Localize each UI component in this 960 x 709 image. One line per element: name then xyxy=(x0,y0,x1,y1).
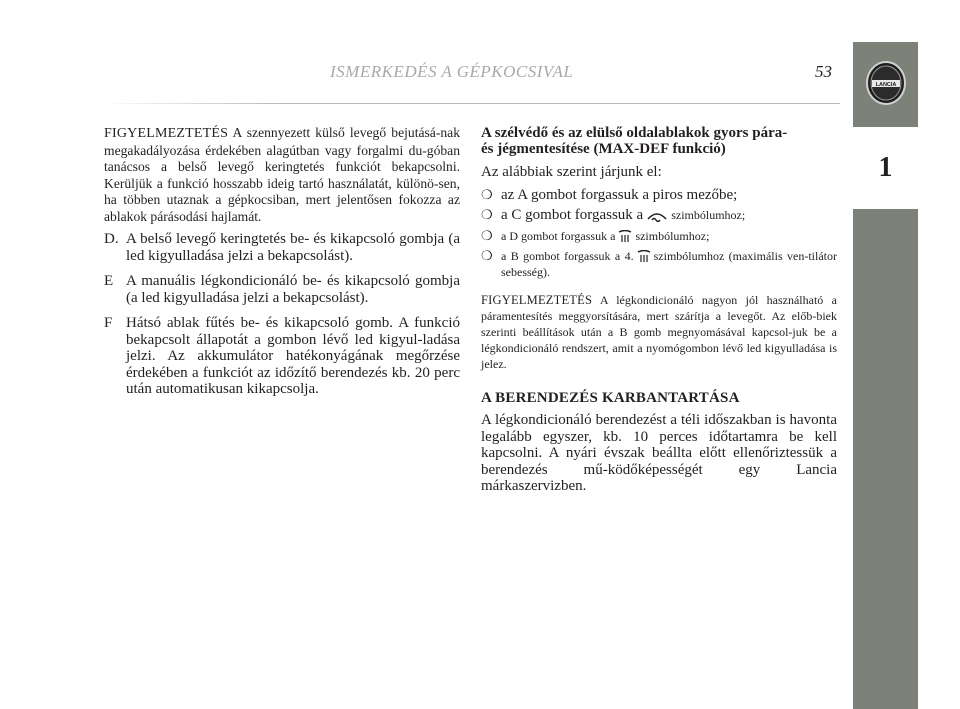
bullet-suffix: szimbólumhoz (maximális ven-tilátor sebesség). xyxy=(501,248,837,279)
bullet-item xyxy=(481,207,837,224)
warning-label: FIGYELMEZTETÉS xyxy=(481,292,593,307)
logo-text: LANCIA xyxy=(875,82,897,88)
item-key: D. xyxy=(104,231,119,247)
bullet-marker: ❍ xyxy=(481,227,493,243)
bullet-text: az A gombot forgassuk a piros mezőbe; xyxy=(501,186,738,203)
item-key: E xyxy=(104,273,114,289)
windshield-airflow-icon xyxy=(646,210,668,222)
chapter-number: 1 xyxy=(878,152,893,183)
left-column xyxy=(104,125,460,407)
section-title: A BERENDEZÉS KARBANTARTÁSA xyxy=(481,389,740,406)
list-item xyxy=(104,315,460,398)
right-column xyxy=(481,125,837,501)
bullet-text: a D gombot forgassuk a xyxy=(501,228,616,243)
bullet-suffix: szimbólumhoz; xyxy=(671,208,746,222)
heading-line-2: és jégmentesítése (MAX-DEF funkció) xyxy=(481,141,726,157)
defrost-icon xyxy=(637,250,651,263)
lancia-shield-logo xyxy=(865,60,907,106)
chapter-tab[interactable] xyxy=(853,127,918,209)
chapter-sidebar xyxy=(853,42,918,709)
defrost-icon xyxy=(618,230,632,243)
warning-label: FIGYELMEZTETÉS xyxy=(104,126,229,141)
subsection-heading xyxy=(481,125,837,157)
item-text: Hátsó ablak fűtés be- és kikapcsoló gomb. A funkció bekapcsolt állapotát a gombon lévő led kigyul-ladása jelzi. Az akkumulátor hatékonyágának megőrzése érdekében a funkciót az időzítő berendezés kb. 20 perc után automatikusan kikapcsolja. xyxy=(126,315,460,397)
intro-text: Az alábbiak szerint járjunk el: xyxy=(481,164,662,180)
page-number: 53 xyxy=(815,62,832,81)
logo-box xyxy=(853,42,918,124)
list-item xyxy=(104,231,460,264)
warning-paragraph xyxy=(104,125,460,225)
warning-text: A légkondicionáló nagyon jól használható a páramentesítés meggyorsítására, mert szárítja a levegőt. Az előb-biek szerinti beállítások után a B gomb megnyomásával kapcsol-juk be a légkondicionáló rendszert, amit a nyomógombon lévő led kigyulladása is jelez. xyxy=(481,292,837,371)
bullet-text: a B gombot forgassuk a 4. xyxy=(501,248,634,263)
bullet-suffix: szimbólumhoz; xyxy=(635,228,710,243)
header-divider xyxy=(100,103,840,104)
bullet-marker: ❍ xyxy=(481,247,493,263)
list-item xyxy=(104,273,460,306)
bullet-text: a C gombot forgassuk a xyxy=(501,207,644,223)
heading-line-1: A szélvédő és az elülső oldalablakok gyors pára- xyxy=(481,125,788,141)
header-title: ISMERKEDÉS A GÉPKOCSIVAL xyxy=(330,62,574,81)
bullet-item xyxy=(481,248,837,280)
item-text: A manuális légkondicionáló be- és kikapcsoló gombja (a led kigyulladása jelzi a bekapcsolást). xyxy=(126,273,460,306)
item-text: A belső levegő keringtetés be- és kikapcsoló gombja (a led kigyulladása jelzi a bekapcsolást). xyxy=(126,231,460,264)
bullet-marker: ❍ xyxy=(481,207,493,222)
bullet-item xyxy=(481,187,837,204)
section-text: A légkondicionáló berendezést a téli időszakban is havonta legalább egyszer, kb. 10 perces időtartamra be kell kapcsolni. A nyári évszak beállta előtt ellenőriztessük a berendezés mű-ködőképességét egy Lancia márkaszervizben. xyxy=(481,412,837,494)
warning-paragraph xyxy=(481,292,837,372)
bullet-marker: ❍ xyxy=(481,186,493,202)
warning-text: A szennyezett külső levegő bejutásá-nak megakadályozása érdekében alagútban vagy forgalmi du-góban tanácsos a belső levegő keringtetés funkciót bekapcsolni. Kerüljük a funkció hosszabb ideig tartó használatát, különö-sen, ha többen utaznak a gépkocsiban, mert jelentősen fokozza az ablakok párásodási hajlamát. xyxy=(104,125,460,224)
item-key: F xyxy=(104,315,113,331)
bullet-item xyxy=(481,228,837,244)
